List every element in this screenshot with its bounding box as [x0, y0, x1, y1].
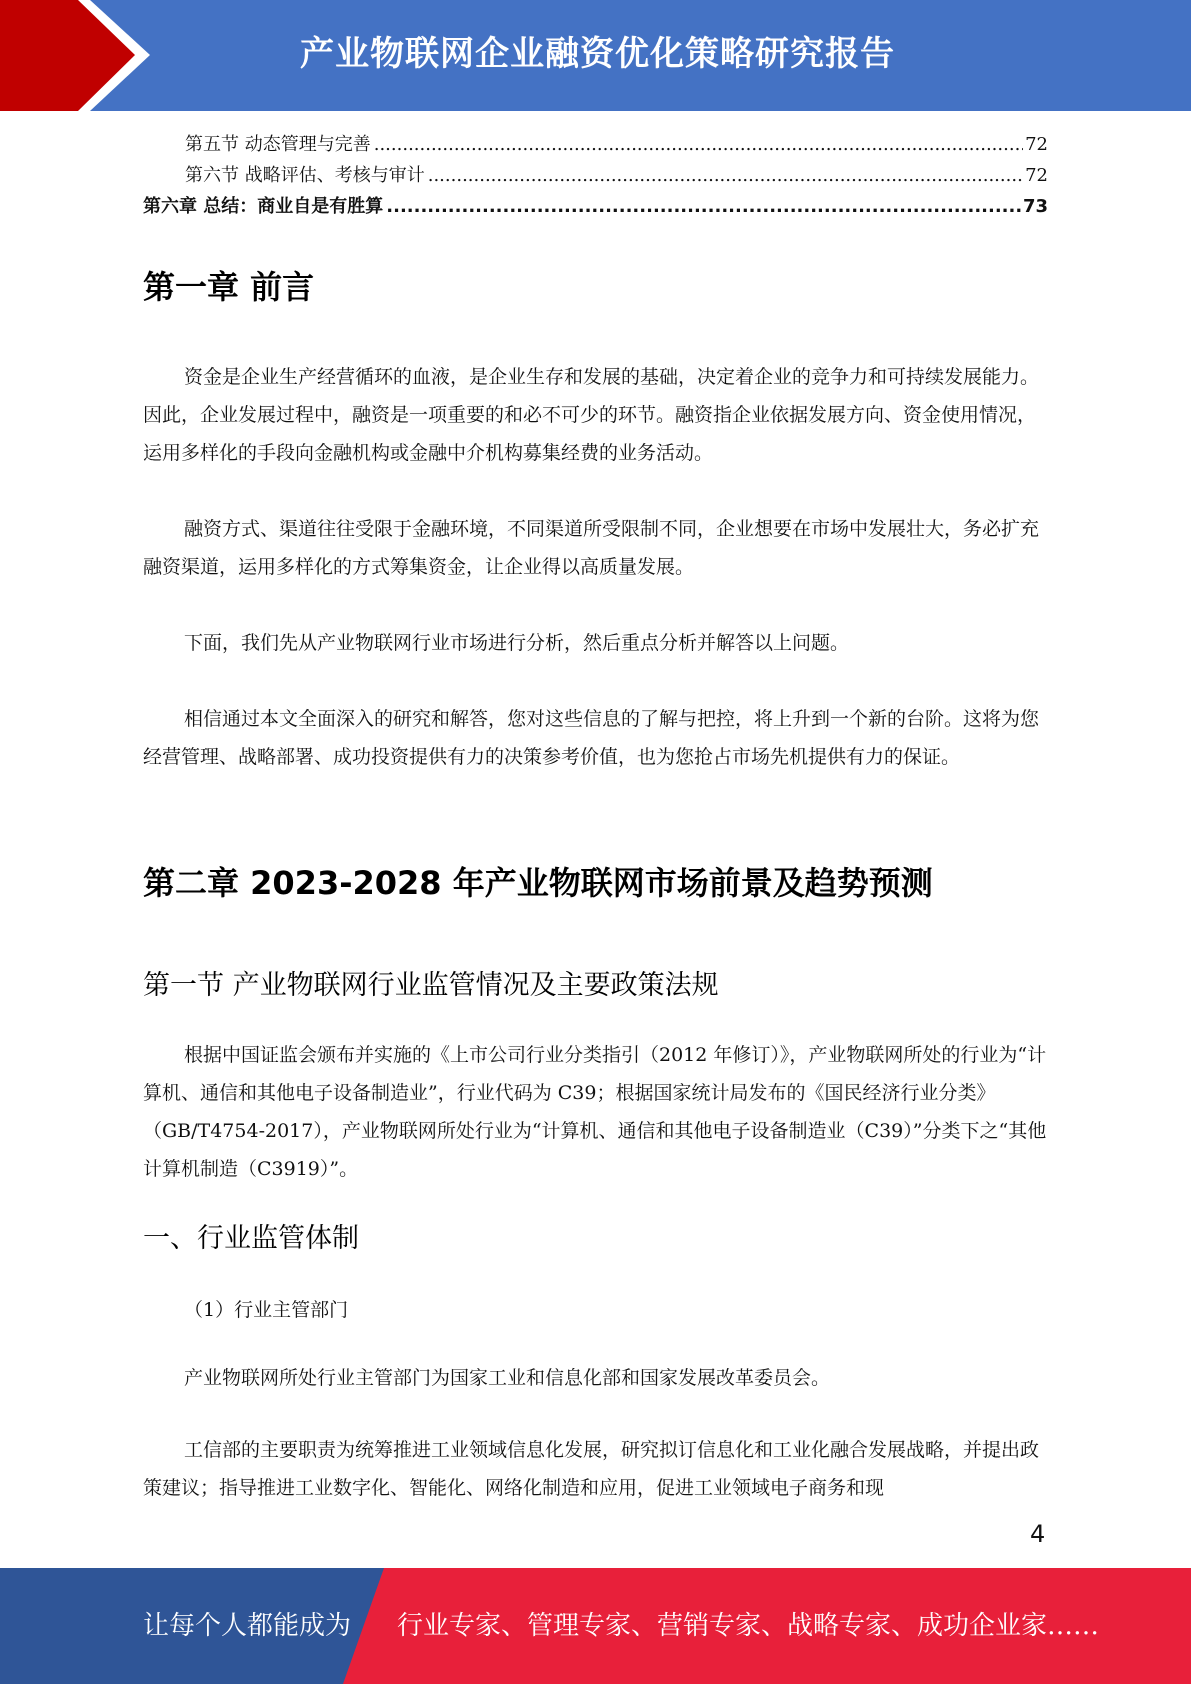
header-title: 产业物联网企业融资优化策略研究报告 — [300, 34, 895, 74]
footer-slogan-right: 行业专家、管理专家、营销专家、战略专家、成功企业家…… — [397, 1611, 1100, 1641]
subsection-item-label: （1）行业主管部门 — [184, 1299, 349, 1321]
page-footer — [0, 1568, 1191, 1684]
header-arrow-decoration — [0, 0, 160, 111]
chapter-1-paragraph: 相信通过本文全面深入的研究和解答，您对这些信息的了解与把控，将上升到一个新的台阶。这将为您经营管理、战略部署、成功投资提供有力的决策参考价值，也为您抢占市场先机提供有力的保证。 — [143, 708, 1040, 768]
subsection-paragraph: 产业物联网所处行业主管部门为国家工业和信息化部和国家发展改革委员会。 — [184, 1367, 831, 1389]
toc-entry[interactable] — [143, 129, 1048, 160]
toc-entry[interactable] — [143, 160, 1048, 191]
toc-entry-title: 第六章 总结：商业自是有胜算 — [143, 196, 384, 217]
toc-entry-page: 73 — [1022, 196, 1048, 217]
chapter-1-paragraph: 资金是企业生产经营循环的血液，是企业生存和发展的基础，决定着企业的竞争力和可持续发展能力。因此，企业发展过程中，融资是一项重要的和必不可少的环节。融资指企业依据发展方向、资金使用情况，运用多样化的手段向金融机构或金融中介机构募集经费的业务活动。 — [143, 366, 1040, 464]
table-of-contents — [143, 129, 1048, 222]
toc-entry-page: 72 — [1025, 165, 1048, 186]
toc-entry-title: 第六节 战略评估、考核与审计 — [185, 165, 425, 186]
chapter-2-heading: 第二章 2023-2028 年产业物联网市场前景及趋势预测 — [143, 864, 933, 902]
toc-chapter-entry[interactable] — [143, 191, 1048, 222]
section-1-paragraph: 根据中国证监会颁布并实施的《上市公司行业分类指引（2012 年修订）》，产业物联网所处的行业为“计算机、通信和其他电子设备制造业”，行业代码为 C39；根据国家统计局发布的《国民经济行业分类》（GB/T4754-2017），产业物联网所处行业为“计算机、通信和其他电子设备制造业（C39）”分类下之“其他计算机制造（C3919）”。 — [143, 1044, 1047, 1180]
subsection-paragraph: 工信部的主要职责为统筹推进工业领域信息化发展，研究拟订信息化和工业化融合发展战略，并提出政策建议；指导推进工业数字化、智能化、网络化制造和应用，促进工业领域电子商务和现 — [143, 1439, 1040, 1499]
toc-entry-title: 第五节 动态管理与完善 — [185, 134, 371, 155]
toc-leader-dots — [386, 191, 1021, 222]
toc-leader-dots — [428, 160, 1023, 191]
footer-slogan-left: 让每个人都能成为 — [143, 1611, 352, 1641]
toc-leader-dots — [374, 129, 1023, 160]
toc-entry-page: 72 — [1025, 134, 1048, 155]
subsection-heading: 一、行业监管体制 — [143, 1223, 359, 1254]
page-header — [0, 0, 1191, 111]
section-1-heading: 第一节 产业物联网行业监管情况及主要政策法规 — [143, 970, 719, 1001]
page-number: 4 — [1030, 1520, 1046, 1548]
chapter-1-paragraph: 下面，我们先从产业物联网行业市场进行分析，然后重点分析并解答以上问题。 — [184, 632, 850, 654]
chapter-1-heading: 第一章 前言 — [143, 268, 315, 306]
chapter-1-paragraph: 融资方式、渠道往往受限于金融环境，不同渠道所受限制不同，企业想要在市场中发展壮大，务必扩充融资渠道，运用多样化的方式筹集资金，让企业得以高质量发展。 — [143, 518, 1040, 578]
